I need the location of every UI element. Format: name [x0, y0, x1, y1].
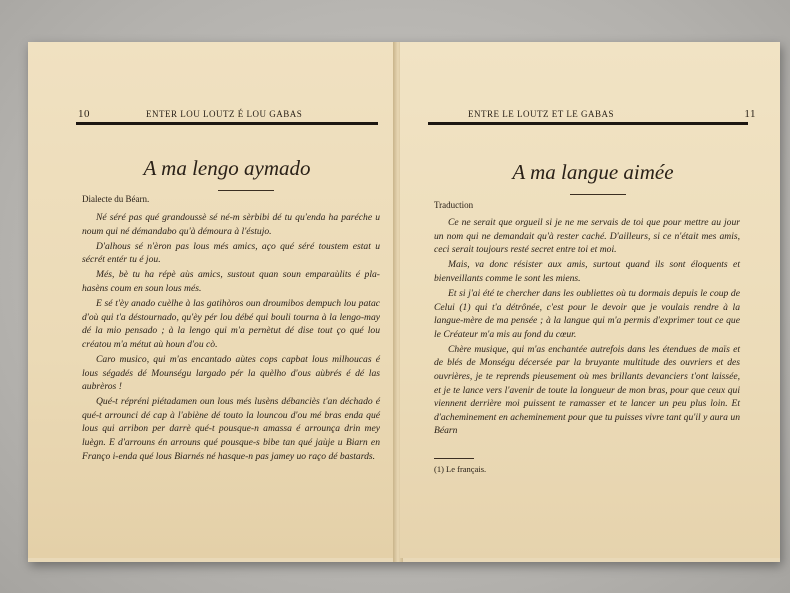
- left-paragraph: E sé t'èy anado cuèlhe à las gatihòros oun droumibos dempuch lou patac d'où qui t'a déstournado, qu'èy pér lou débé qui bouli tourna à la lengo-may dé la mio pensado ; à la lengo qui m'a pernètut dé dise tout ço qué lou créatou m'a métut aù houn d'ou cò.: [82, 298, 380, 350]
- left-page-title: A ma lengo aymado: [143, 156, 311, 180]
- right-subtitle: Traduction: [434, 200, 474, 210]
- left-body-text: [82, 211, 380, 465]
- right-page-title: A ma langue aimée: [512, 160, 674, 184]
- left-paragraph: Qué-t répréni piétadamen oun lous més lusèns débanciès t'an déchado é qué-t arrounci dé cap à l'abiène dé touto la louncou d'ou mé bras enda qué lous qui arribon per darrè qué-t pousque-n amassa é arrounça drin mey luègn. E d'arrouns én arrouns qué pousque-s bibe tan qué jaùje u Biarn en Franço i-enda qué lous Biarnés né hasque-n pas jamey uo raço dé bastards.: [82, 396, 380, 462]
- left-header-rule: [76, 122, 378, 125]
- footnote-rule: [434, 458, 474, 459]
- left-running-head: [78, 108, 378, 120]
- right-paragraph: Chère musique, qui m'as enchantée autrefois dans les étendues de maïs et de blés de Monségu décersée par la bruyante multitude des ouvriers et des ouvrières, je te reprends pieusement où mes brillants devanciers t'ont laissée, et je te lance vers l'avenir de toute la longueur de mon bras, pour que ceux qui viennent derrière moi puissent te ramasser et te lancer un peu plus loin. Et d'acheminement en acheminement pour que tu puisses vivre tant qu'il y aura un Béarn: [434, 343, 740, 437]
- right-title-rule: [570, 194, 626, 195]
- left-paragraph: D'alhous sé n'èron pas lous més amics, aço qué séré toustem estat u sécrét entér tu é jou.: [82, 240, 380, 266]
- right-header-rule: [428, 122, 748, 125]
- left-paragraph: Més, bè tu ha répè aùs amics, sustout quan soun emparaùlits é pla-hasèns coum en soun lous més.: [82, 269, 380, 294]
- left-page: [28, 42, 397, 558]
- left-page-number: 10: [78, 108, 90, 120]
- right-page-number: 11: [744, 108, 756, 120]
- left-paragraph: Caro musico, qui m'as encantado aùtes cops capbat lous milhoucas é lous ségadés dé Mounségu largado pér la quèlho d'ous aùbrés é dé las aubrèros !: [82, 353, 380, 393]
- open-book: [28, 42, 780, 562]
- right-body-text: [434, 216, 740, 440]
- right-paragraph: Mais, va donc résister aux amis, surtout quand ils sont éloquents et bienveillants comme le sont les miens.: [434, 259, 740, 284]
- right-page: [400, 42, 780, 558]
- left-title-rule: [218, 190, 274, 191]
- left-running-head-text: ENTER LOU LOUTZ É LOU GABAS: [146, 109, 303, 119]
- right-running-head: [446, 108, 756, 120]
- footnote: (1) Le français.: [434, 464, 487, 474]
- right-running-head-text: ENTRE LE LOUTZ ET LE GABAS: [468, 109, 615, 119]
- left-paragraph: Né séré pas qué grandoussè sé né-m sèrbibi dé tu qu'enda ha paréche u noum qui né démandabo qu'à démoura à l'éstujo.: [82, 212, 380, 237]
- right-paragraph: Ce ne serait que orgueil si je ne me servais de toi que pour mettre au jour un nom qui ne demandait qu'à rester caché. D'ailleurs, si ce n'était mes amis, ceci serait toujours resté secret entre toi et moi.: [434, 217, 740, 256]
- left-subtitle: Dialecte du Béarn.: [82, 194, 150, 204]
- right-paragraph: Et si j'ai été te chercher dans les oubliettes où tu dormais depuis le coup de Celui (1) qui t'a détrônée, c'est pour le devoir que je voulais rendre à la langue-mère de ma pensée ; à la langue qui m'a permis d'exprimer tout ce que le Créateur m'a mis au fond du cœur.: [434, 287, 740, 340]
